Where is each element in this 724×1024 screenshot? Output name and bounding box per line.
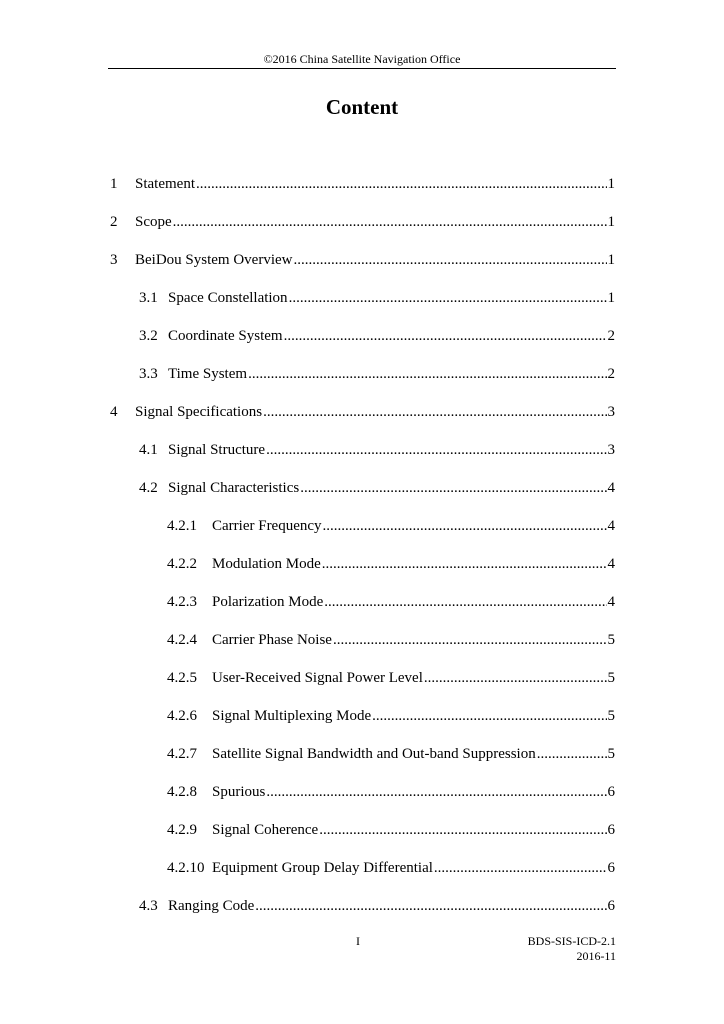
toc-page: 6 — [607, 822, 615, 838]
toc-page: 6 — [607, 898, 615, 914]
toc-number: 4.2.9 — [167, 822, 197, 838]
toc-title: Signal Structure — [168, 442, 266, 458]
toc-entry[interactable] — [167, 516, 615, 536]
toc-title: Modulation Mode — [212, 556, 321, 572]
toc-entry[interactable] — [167, 782, 615, 802]
toc-entry[interactable] — [139, 326, 615, 346]
toc-leader — [434, 858, 607, 878]
toc-page: 2 — [607, 366, 615, 382]
toc-number: 4.2.2 — [167, 556, 197, 572]
toc-title: Carrier Phase Noise — [212, 632, 332, 648]
page-title: Content — [325, 95, 399, 119]
toc-leader — [324, 592, 606, 612]
toc-title: Time System — [168, 366, 248, 382]
toc-entry[interactable] — [139, 288, 615, 308]
toc-leader — [319, 820, 606, 840]
toc-number: 4.3 — [139, 898, 158, 914]
toc-number: 2 — [110, 214, 118, 230]
toc-entry[interactable] — [167, 858, 615, 878]
toc-title: BeiDou System Overview — [135, 252, 293, 268]
header-rule — [108, 68, 616, 69]
toc-entry[interactable] — [139, 440, 615, 460]
toc-entry[interactable] — [110, 402, 615, 422]
toc-leader — [173, 212, 607, 232]
toc-entry[interactable] — [139, 478, 615, 498]
toc-page: 5 — [607, 708, 615, 724]
toc-entry[interactable] — [110, 212, 615, 232]
toc-number: 4.2.4 — [167, 632, 197, 648]
toc-title: Signal Multiplexing Mode — [212, 708, 372, 724]
toc-number: 4.2.3 — [167, 594, 197, 610]
toc-page: 3 — [607, 442, 615, 458]
toc-leader — [255, 896, 606, 916]
toc-page: 4 — [607, 594, 615, 610]
toc-entry[interactable] — [167, 706, 615, 726]
toc-leader — [323, 516, 607, 536]
toc-leader — [333, 630, 607, 650]
toc-number: 1 — [110, 176, 118, 192]
toc-page: 5 — [607, 632, 615, 648]
toc-leader — [284, 326, 607, 346]
toc-number: 4.2.7 — [167, 746, 197, 762]
toc-title: Spurious — [212, 784, 266, 800]
footer-date: 2016-11 — [576, 949, 616, 963]
toc-number: 3.3 — [139, 366, 158, 382]
toc-entry[interactable] — [167, 554, 615, 574]
toc-number: 3.1 — [139, 290, 158, 306]
toc-number: 4.2.1 — [167, 518, 197, 534]
toc-page: 4 — [607, 518, 615, 534]
toc-number: 4.2.6 — [167, 708, 197, 724]
toc-title: Signal Coherence — [212, 822, 319, 838]
footer-page-number: I — [356, 934, 360, 948]
toc-page: 1 — [607, 252, 615, 268]
toc-entry[interactable] — [110, 250, 615, 270]
toc-leader — [289, 288, 607, 308]
toc-entry[interactable] — [167, 744, 615, 764]
toc-title: Coordinate System — [168, 328, 283, 344]
toc-number: 4.2 — [139, 480, 158, 496]
toc-entry[interactable] — [139, 364, 615, 384]
page-header: ©2016 China Satellite Navigation Office — [263, 52, 461, 66]
toc-title: User-Received Signal Power Level — [212, 670, 423, 686]
toc-leader — [293, 250, 606, 270]
toc-page: 6 — [607, 784, 615, 800]
toc-page: 5 — [607, 670, 615, 686]
toc-entry[interactable] — [139, 896, 615, 916]
toc-page: 6 — [607, 860, 615, 876]
toc-entry[interactable] — [167, 592, 615, 612]
toc-title: Scope — [135, 214, 172, 230]
toc-leader — [263, 402, 606, 422]
toc-leader — [248, 364, 606, 384]
toc-leader — [266, 782, 606, 802]
toc-number: 4.2.8 — [167, 784, 197, 800]
toc-title: Statement — [135, 176, 195, 192]
toc-page: 1 — [607, 176, 615, 192]
toc-title: Satellite Signal Bandwidth and Out-band Suppression — [212, 746, 536, 762]
footer-document-id: BDS-SIS-ICD-2.1 — [527, 934, 616, 948]
toc-entry[interactable] — [167, 668, 615, 688]
toc-number: 4 — [110, 404, 118, 420]
toc-number: 4.2.10 — [167, 860, 205, 876]
toc-leader — [322, 554, 607, 574]
toc-number: 4.1 — [139, 442, 158, 458]
toc-leader — [266, 440, 606, 460]
toc-title: Space Constellation — [168, 290, 288, 306]
toc-number: 3 — [110, 252, 118, 268]
toc-number: 3.2 — [139, 328, 158, 344]
toc-title: Signal Characteristics — [168, 480, 300, 496]
toc-leader — [537, 744, 607, 764]
toc-leader — [372, 706, 606, 726]
toc-page: 3 — [607, 404, 615, 420]
toc-leader — [196, 174, 607, 194]
toc-page: 4 — [607, 556, 615, 572]
toc-page: 5 — [607, 746, 615, 762]
toc-title: Polarization Mode — [212, 594, 324, 610]
toc-entry[interactable] — [110, 174, 615, 194]
toc-page: 1 — [607, 290, 615, 306]
toc-title: Equipment Group Delay Differential — [212, 860, 433, 876]
toc-page: 1 — [607, 214, 615, 230]
toc-entry[interactable] — [167, 630, 615, 650]
toc-title: Ranging Code — [168, 898, 255, 914]
toc-number: 4.2.5 — [167, 670, 197, 686]
toc-entry[interactable] — [167, 820, 615, 840]
toc-leader — [300, 478, 606, 498]
toc-leader — [424, 668, 607, 688]
toc-page: 4 — [607, 480, 615, 496]
toc-title: Signal Specifications — [135, 404, 263, 420]
toc-page: 2 — [607, 328, 615, 344]
toc-title: Carrier Frequency — [212, 518, 322, 534]
